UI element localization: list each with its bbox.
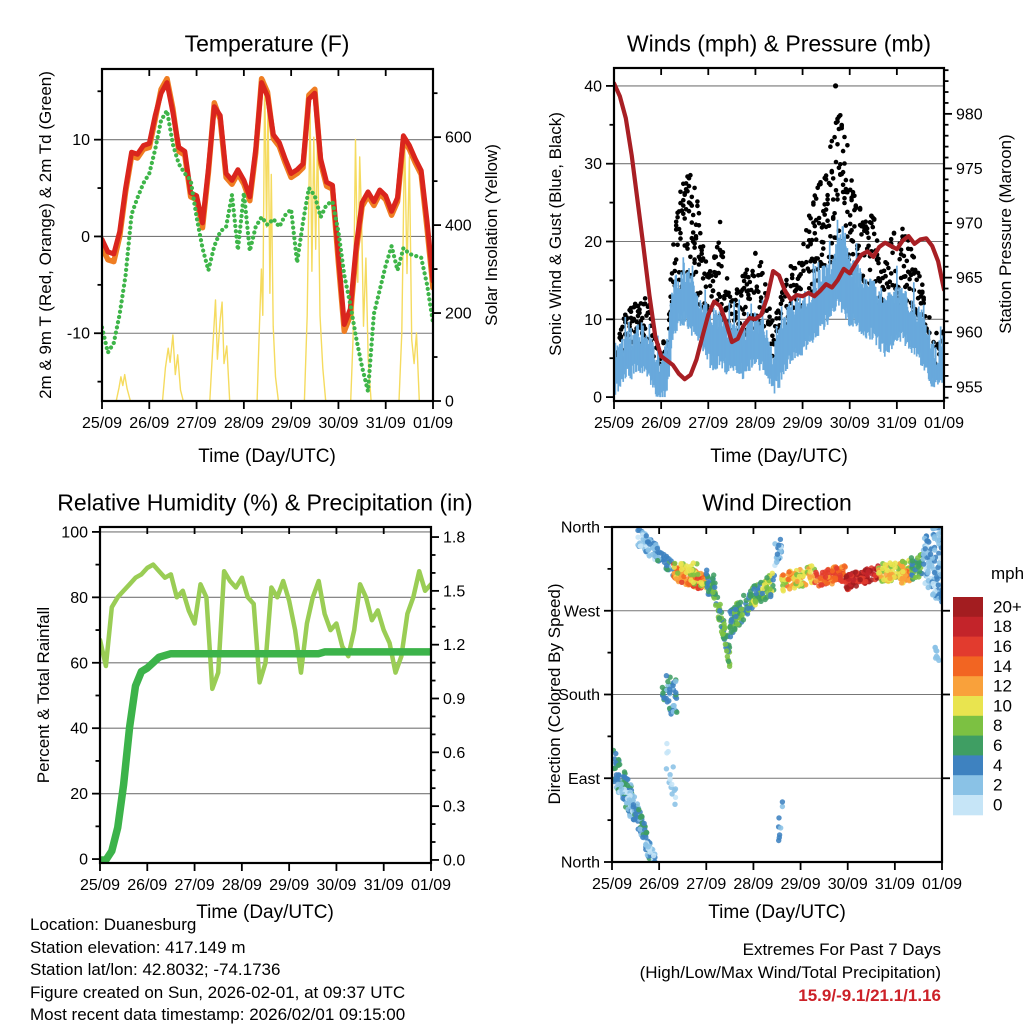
winds-pressure-panel — [584, 68, 983, 432]
right-tick-label: 0.9 — [443, 690, 466, 708]
left-tick-label: -10 — [66, 325, 90, 343]
x-tick-label: 29/09 — [780, 876, 821, 893]
direction-tick-label: South — [558, 687, 600, 704]
x-tick-label: 31/09 — [363, 877, 404, 894]
x-tick-label: 25/09 — [81, 415, 123, 432]
colorbar-segment — [953, 656, 983, 676]
right-tick-label: 960 — [956, 324, 983, 342]
right-tick-label: 970 — [956, 215, 983, 233]
colorbar-segment — [953, 736, 983, 756]
x-tick-label: 25/09 — [591, 876, 633, 893]
extremes-subtitle: (High/Low/Max Wind/Total Precipitation) — [639, 963, 941, 982]
x-tick-label: 27/09 — [176, 415, 217, 432]
left-tick-label: 40 — [584, 78, 602, 96]
left-tick-label: 100 — [61, 524, 88, 542]
speed-colorbar — [953, 597, 1022, 815]
extremes-info — [640, 938, 941, 1007]
left-tick-label: 10 — [72, 132, 90, 150]
left-tick-label: 40 — [70, 720, 88, 738]
winds-pressure-series — [612, 83, 946, 397]
winds-xaxis-label: Time (Day/UTC) — [710, 446, 848, 467]
colorbar-label: 4 — [993, 755, 1003, 775]
x-tick-label: 26/09 — [129, 415, 170, 432]
colorbar-label: 8 — [993, 716, 1003, 736]
left-tick-label: 10 — [584, 311, 602, 329]
station-latlon: Station lat/lon: 42.8032; -74.1736 — [30, 960, 281, 979]
colorbar-units-label: mph — [991, 564, 1024, 583]
right-tick-label: 0 — [445, 393, 454, 411]
rh-precip-panel — [61, 524, 465, 894]
x-tick-label: 31/09 — [365, 415, 406, 432]
x-tick-label: 27/09 — [174, 877, 215, 894]
left-tick-label: 80 — [70, 589, 88, 607]
x-tick-label: 01/09 — [921, 876, 963, 893]
rh-xaxis-label: Time (Day/UTC) — [196, 902, 334, 923]
wind-left-axis-label: Sonic Wind & Gust (Blue, Black) — [546, 112, 565, 356]
left-tick-label: 20 — [70, 786, 88, 804]
x-tick-label: 30/09 — [829, 415, 870, 432]
colorbar-label: 14 — [993, 656, 1012, 676]
x-tick-label: 01/09 — [923, 415, 965, 432]
direction-tick-label: West — [563, 603, 600, 621]
winds-pressure-title: Winds (mph) & Pressure (mb) — [626, 30, 932, 57]
temperature-left-axis-label: 2m & 9m T (Red, Orange) & 2m Td (Green) — [36, 71, 55, 399]
temperature-series — [102, 79, 433, 401]
x-tick-label: 01/09 — [412, 415, 454, 432]
right-tick-label: 955 — [956, 379, 983, 397]
colorbar-segment — [953, 795, 983, 815]
left-tick-label: 0 — [81, 228, 90, 246]
colorbar-segment — [953, 597, 983, 617]
rh-precip-ticks — [92, 527, 439, 871]
x-tick-label: 25/09 — [79, 877, 121, 894]
direction-tick-label: North — [560, 519, 600, 537]
wind-direction-xaxis-label: Time (Day/UTC) — [708, 902, 846, 923]
x-tick-label: 26/09 — [639, 876, 680, 893]
rh-precip-frame — [100, 527, 431, 863]
x-tick-label: 28/09 — [735, 415, 776, 432]
wind-direction-panel — [558, 520, 962, 894]
x-tick-label: 28/09 — [733, 876, 774, 893]
x-tick-label: 30/09 — [827, 876, 868, 893]
colorbar-label: 10 — [993, 696, 1012, 716]
total-rainfall-line — [100, 652, 431, 860]
x-tick-label: 26/09 — [127, 877, 168, 894]
left-tick-label: 60 — [70, 655, 88, 673]
colorbar-label: 6 — [993, 736, 1003, 755]
rh-left-axis-label: Percent & Total Rainfall — [34, 606, 53, 784]
right-tick-label: 980 — [956, 106, 983, 124]
x-tick-label: 27/09 — [686, 876, 727, 893]
colorbar-segment — [953, 716, 983, 736]
left-tick-label: 0 — [79, 851, 88, 869]
x-tick-label: 30/09 — [316, 877, 357, 894]
wind-direction-title: Wind Direction — [702, 489, 852, 516]
colorbar-segment — [953, 755, 983, 775]
temperature-xaxis-label: Time (Day/UTC) — [198, 446, 336, 467]
colorbar-segment — [953, 696, 983, 716]
station-info — [30, 914, 405, 1024]
extremes-values: 15.9/-9.1/21.1/1.16 — [798, 986, 941, 1005]
temperature-title: Temperature (F) — [184, 30, 350, 57]
extremes-title: Extremes For Past 7 Days — [742, 940, 941, 959]
x-tick-label: 31/09 — [874, 876, 915, 893]
colorbar-label: 18 — [993, 617, 1012, 637]
right-tick-label: 0.0 — [443, 852, 466, 870]
left-tick-label: 20 — [584, 234, 602, 252]
colorbar-segment — [953, 617, 983, 637]
temperature-panel — [67, 69, 472, 432]
x-tick-label: 26/09 — [641, 415, 682, 432]
colorbar-label: 12 — [993, 676, 1012, 696]
station-elevation: Station elevation: 417.149 m — [30, 937, 246, 957]
direction-left-axis-label: Direction (Colored By Speed) — [545, 583, 564, 805]
pressure-right-axis-label: Station Pressure (Maroon) — [996, 134, 1015, 334]
colorbar-label: 2 — [993, 775, 1003, 795]
x-tick-label: 29/09 — [269, 877, 310, 894]
x-tick-label: 29/09 — [271, 415, 312, 432]
x-tick-label: 01/09 — [410, 877, 452, 894]
x-tick-label: 28/09 — [223, 415, 264, 432]
right-tick-label: 400 — [445, 217, 472, 235]
x-tick-label: 28/09 — [221, 877, 262, 894]
left-tick-label: 30 — [584, 156, 602, 174]
colorbar-label: 20+ — [993, 597, 1022, 617]
data-timestamp-line: Most recent data timestamp: 2026/02/01 09:15:00 — [30, 1005, 406, 1024]
direction-tick-label: North — [560, 854, 600, 872]
station-location: Location: Duanesburg — [30, 915, 197, 934]
figure-created-line: Figure created on Sun, 2026-02-01, at 09:37 UTC — [30, 982, 406, 1002]
right-tick-label: 975 — [956, 160, 983, 178]
colorbar-segment — [953, 637, 983, 657]
rh-precip-series — [100, 565, 431, 860]
right-tick-label: 200 — [445, 305, 472, 323]
colorbar-label: 0 — [993, 795, 1003, 815]
x-tick-label: 29/09 — [782, 415, 823, 432]
right-tick-label: 0.3 — [443, 798, 466, 816]
right-tick-label: 1.2 — [443, 637, 466, 655]
right-tick-label: 600 — [445, 129, 472, 147]
x-tick-label: 25/09 — [593, 415, 635, 432]
colorbar-segment — [953, 775, 983, 795]
x-tick-label: 31/09 — [876, 415, 917, 432]
rh-precip-title: Relative Humidity (%) & Precipitation (in) — [57, 489, 473, 516]
right-tick-label: 0.6 — [443, 744, 466, 762]
solar-right-axis-label: Solar Insolation (Yellow) — [482, 144, 501, 326]
right-tick-label: 965 — [956, 270, 983, 288]
x-tick-label: 30/09 — [318, 415, 359, 432]
colorbar-segment — [953, 676, 983, 696]
right-tick-label: 1.5 — [443, 583, 466, 601]
x-tick-label: 27/09 — [688, 415, 729, 432]
right-tick-label: 1.8 — [443, 529, 466, 547]
direction-tick-label: East — [567, 770, 600, 788]
colorbar-label: 16 — [993, 637, 1012, 656]
left-tick-label: 0 — [593, 389, 602, 407]
